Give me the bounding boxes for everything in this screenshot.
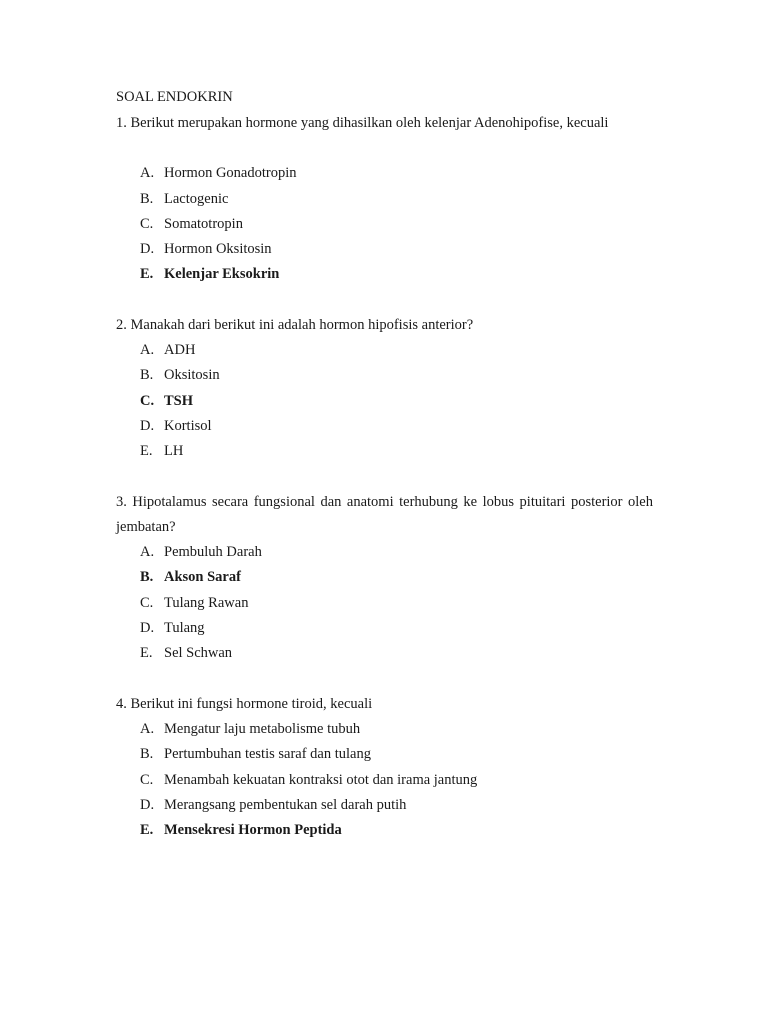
option-e — [116, 439, 653, 464]
option-text: Hormon Gonadotropin — [164, 165, 297, 182]
option-letter: B. — [140, 190, 154, 207]
option-c-correct-answer — [116, 389, 653, 414]
option-e-correct-answer — [116, 262, 653, 287]
option-letter: D. — [140, 241, 155, 258]
option-text: Somatotropin — [164, 215, 243, 232]
option-letter: B. — [140, 569, 154, 586]
option-letter: E. — [140, 443, 153, 460]
document-page — [116, 86, 653, 843]
option-letter: D. — [140, 620, 155, 637]
option-text: Oksitosin — [164, 367, 220, 384]
option-c — [116, 212, 653, 237]
question-text: Berikut merupakan hormone yang dihasilkan oleh kelenjar Adenohipofise, kecuali — [130, 115, 609, 131]
question-4-text — [116, 692, 653, 717]
option-letter: D. — [140, 796, 155, 813]
option-text: Hormon Oksitosin — [164, 241, 272, 258]
option-letter: B. — [140, 367, 154, 384]
option-list — [116, 540, 653, 666]
option-letter: A. — [140, 544, 155, 561]
option-text: Pertumbuhan testis saraf dan tulang — [164, 746, 371, 763]
question-2 — [116, 313, 653, 465]
question-3-text — [116, 490, 653, 541]
option-d — [116, 616, 653, 641]
question-text: Manakah dari berikut ini adalah hormon hipofisis anterior? — [130, 316, 474, 333]
question-text: Hipotalamus secara fungsional dan anatomi terhubung ke lobus pituitari posterior oleh jembatan? — [116, 493, 653, 535]
option-letter: E. — [140, 822, 154, 839]
option-text: Tulang — [164, 620, 205, 637]
option-c — [116, 768, 653, 793]
option-text: Menambah kekuatan kontraksi otot dan irama jantung — [164, 771, 478, 788]
option-list — [116, 161, 653, 287]
question-2-text — [116, 313, 653, 338]
option-text: Mensekresi Hormon Peptida — [164, 822, 342, 839]
option-a — [116, 540, 653, 565]
option-e-correct-answer — [116, 818, 653, 843]
option-letter: B. — [140, 746, 154, 763]
option-letter: E. — [140, 645, 153, 662]
option-a — [116, 717, 653, 742]
option-text: Sel Schwan — [164, 645, 233, 662]
option-letter: C. — [140, 392, 155, 409]
option-letter: A. — [140, 342, 155, 359]
option-text: TSH — [164, 392, 194, 409]
option-text: ADH — [164, 342, 196, 359]
option-a — [116, 161, 653, 186]
question-number: 4. — [116, 695, 127, 712]
option-c — [116, 591, 653, 616]
option-text: Kelenjar Eksokrin — [164, 266, 280, 283]
question-number: 2. — [116, 316, 127, 333]
option-list — [116, 717, 653, 843]
option-b — [116, 187, 653, 212]
document-title: SOAL ENDOKRIN — [116, 89, 233, 105]
option-d — [116, 237, 653, 262]
option-letter: A. — [140, 165, 155, 182]
option-text: Kortisol — [164, 417, 212, 434]
option-letter: A. — [140, 720, 155, 737]
option-b — [116, 742, 653, 767]
option-d — [116, 414, 653, 439]
option-letter: C. — [140, 215, 154, 232]
option-text: Akson Saraf — [164, 569, 241, 586]
question-text: Berikut ini fungsi hormone tiroid, kecuali — [130, 695, 373, 712]
option-text: Merangsang pembentukan sel darah putih — [164, 796, 407, 813]
question-1-text — [116, 111, 653, 136]
option-e — [116, 641, 653, 666]
option-text: Pembuluh Darah — [164, 544, 262, 561]
option-b-correct-answer — [116, 565, 653, 590]
option-list — [116, 338, 653, 464]
option-text: Lactogenic — [164, 190, 229, 207]
question-4 — [116, 692, 653, 844]
question-number: 1. — [116, 115, 127, 131]
option-letter: D. — [140, 417, 155, 434]
question-3 — [116, 490, 653, 667]
question-1 — [116, 111, 653, 288]
option-letter: C. — [140, 771, 154, 788]
option-text: Mengatur laju metabolisme tubuh — [164, 720, 361, 737]
question-number: 3. — [116, 493, 127, 510]
option-b — [116, 363, 653, 388]
option-d — [116, 793, 653, 818]
option-letter: C. — [140, 594, 154, 611]
option-text: LH — [164, 443, 184, 460]
option-letter: E. — [140, 266, 154, 283]
option-a — [116, 338, 653, 363]
option-text: Tulang Rawan — [164, 594, 249, 611]
